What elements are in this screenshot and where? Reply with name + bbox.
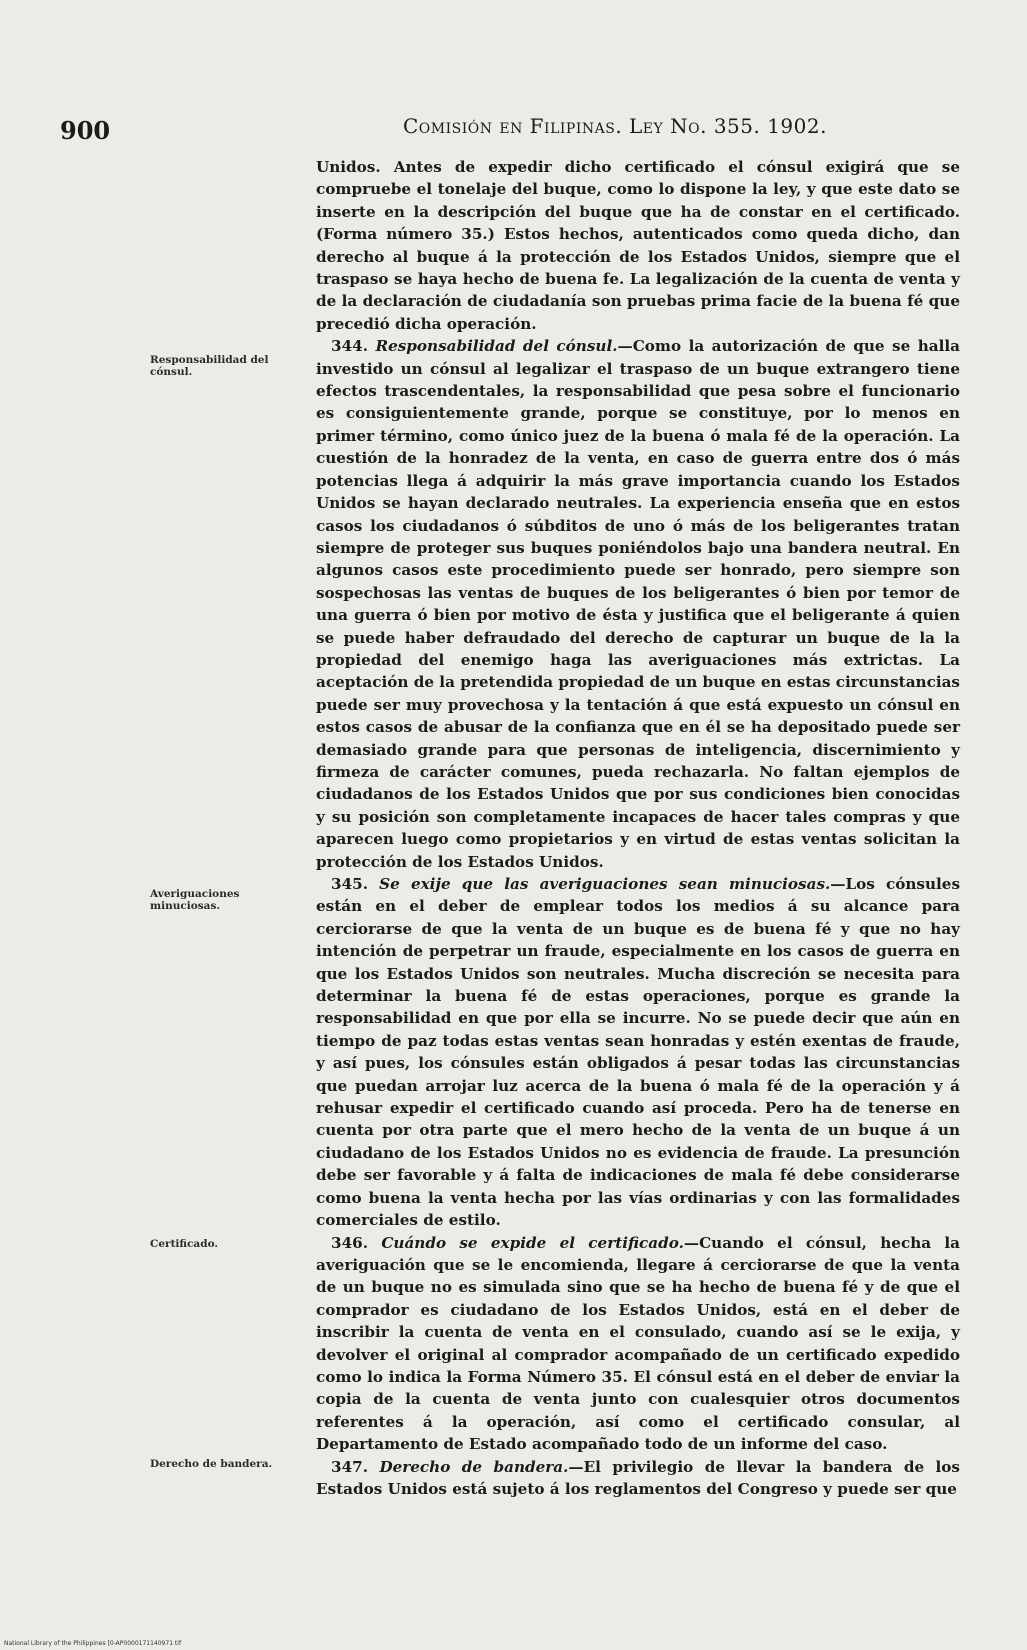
section-heading: Responsabilidad del cónsul. xyxy=(375,337,618,356)
footer-caption: National Library of the Philippines [0-AP0000171140971 tif xyxy=(4,1640,182,1647)
section-text: —Los cónsules están en el deber de emplear todos los medios á su alcance para cerciorarse de que la venta de un buque es de buena fé y que no hay intención de perpetrar un fraude, especialmente en los casos de guerra en que los Estados Unidos son neutrales. Mucha discreción se necesita para determinar la buena fé de estas operaciones, porque es grande la responsabilidad en que por ella se incurre. No se puede decir que aún en tiempo de paz todas estas ventas sean honradas y estén exentas de fraude, y así pues, los cónsules están obligados á pesar todas las circunstancias que puedan arrojar luz acerca de la buena ó mala fé de la operación y á rehusar expedir el certificado cuando así proceda. Pero ha de tenerse en cuenta por otra parte que el mero hecho de la venta de un buque á un ciudadano de los Estados Unidos no es evidencia de fraude. La presunción debe ser favorable y á falta de indicaciones de mala fé debe considerarse como buena la venta hecha por las vías ordinarias y con las formalidades comerciales de estilo. xyxy=(316,875,960,1230)
section-text: —El privilegio de llevar la bandera de los Estados Unidos está sujeto á los reglamentos del Congreso y puede ser que xyxy=(316,1457,960,1498)
page-number: 900 xyxy=(60,116,111,145)
margin-note-responsabilidad: Responsabilidad del cónsul. xyxy=(150,354,269,378)
section-344 xyxy=(316,335,960,873)
section-347 xyxy=(316,1456,960,1501)
margin-note-certificado: Certificado. xyxy=(150,1238,219,1250)
margin-note-derecho: Derecho de bandera. xyxy=(150,1458,273,1470)
section-number: 347. xyxy=(331,1457,368,1476)
section-text: —Como la autorización de que se halla investido un cónsul al legalizar el traspaso de un buque extrangero tiene efectos trascendentales, la responsabilidad que pesa sobre el funcionario es consiguientemente grande, porque se constituye, por lo menos en primer término, como único juez de la buena ó mala fé de la operación. La cuestión de la honradez de la venta, en caso de guerra entre dos ó más potencias llega á adquirir la más grave importancia cuando los Estados Unidos se hayan declarado neutrales. La experiencia enseña que en estos casos los ciudadanos ó súbditos de uno ó más de los beligerantes tratan siempre de proteger sus buques poniéndolos bajo una bandera neutral. En algunos casos este procedimiento puede ser honrado, pero siempre son sospechosas las ventas de buques de los beligerantes ó bien por temor de una guerra ó bien por motivo de ésta y justifica que el beligerante á quien se puede haber defraudado del derecho de capturar un buque de la la propiedad del enemigo haga las averiguaciones más extrictas. La aceptación de la pretendida propiedad de un buque en estas circunstancias puede ser muy provechosa y la tentación á que está expuesto un cónsul en estos casos de abusar de la confianza que en él se ha depositado puede ser demasiado grande para que personas de inteligencia, discernimiento y firmeza de carácter comunes, pueda rechazarla. No faltan ejemplos de ciudadanos de los Estados Unidos que por sus condiciones bien conocidas y su posición son completamente incapaces de hacer tales compras y que aparecen luego como propietarios y en virtud de estas ventas solicitan la protección de los Estados Unidos. xyxy=(316,337,960,871)
section-heading: Derecho de bandera. xyxy=(379,1457,569,1476)
section-text: —Cuando el cónsul, hecha la averiguación que se le encomienda, llegare á cerciorarse de que la venta de un buque no es simulada sino que se ha hecho de buena fé y de que el comprador es ciudadano de los Estados Unidos, está en el deber de inscribir la cuenta de venta en el consulado, cuando así se le exija, y devolver el original al comprador acompañado de un certificado expedido como lo indica la Forma Número 35. El cónsul está en el deber de enviar la copia de la cuenta de venta junto con cualesquier otros documentos referentes á la operación, así como el certificado consular, al Departamento de Estado acompañado todo de un informe del caso. xyxy=(316,1233,961,1454)
section-346 xyxy=(316,1232,960,1456)
margin-note-averiguaciones: Averiguaciones minuciosas. xyxy=(150,888,240,912)
section-345 xyxy=(316,873,960,1232)
continuation-paragraph: Unidos. Antes de expedir dicho certificado el cónsul exigirá que se compruebe el tonelaje del buque, como lo dispone la ley, y que este dato se inserte en la descripción del buque que ha de constar en el certificado. (Forma número 35.) Estos hechos, autenticados como queda dicho, dan derecho al buque á la protección de los Estados Unidos, siempre que el traspaso se haya hecho de buena fe. La legalización de la cuenta de venta y de la declaración de ciudadanía son pruebas prima facie de la buena fé que precedió dicha operación. xyxy=(316,158,960,333)
section-number: 345. xyxy=(331,875,368,893)
section-heading: Se exije que las averiguaciones sean minuciosas. xyxy=(379,875,831,893)
body-text xyxy=(316,156,960,1500)
running-title: Comisión en Filipinas. Ley No. 355. 1902. xyxy=(403,114,827,138)
section-heading: Cuándo se expide el certificado. xyxy=(381,1233,684,1252)
section-number: 344. xyxy=(331,337,368,356)
section-number: 346. xyxy=(331,1233,368,1252)
